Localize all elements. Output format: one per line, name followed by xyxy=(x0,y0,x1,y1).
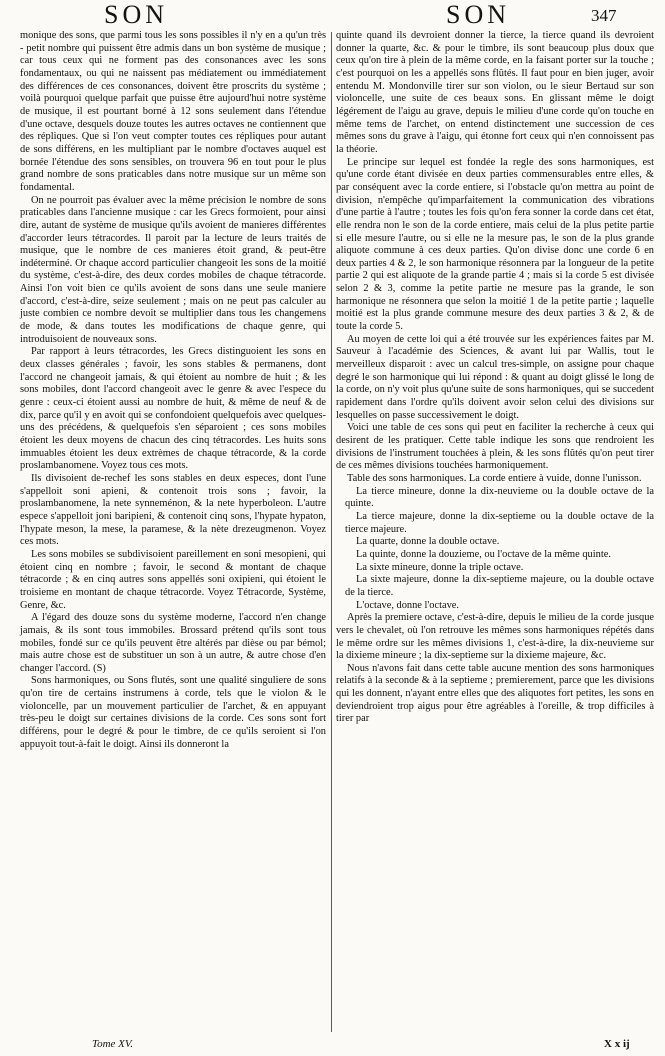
table-row: La quarte, donne la double octave. xyxy=(356,536,500,548)
paragraph: monique des sons, que parmi tous les sons possibles il n'y en a qu'un très - petit nombre qui puissent être admis dans un bon système de musique ; car tous ceux qui ne forment pas des consonances avec les sons fondamentaux, ou qui ne naissent pas médiatement ou immédiatement des différences de ces consonances, doivent être proscrits du système ; voilà pourquoi quelque parfait que puisse être aujourd'hui notre système de musique, il est pourtant borné à 12 sons seulement dans l'étendue d'une octave, desquels douze toutes les autres octaves ne contiennent que des répliques. Que si l'on veut compter toutes ces répliques pour autant de sons différens, en les multipliant par le nombre d'octaves auquel est bornée l'étendue des sons sensibles, on trouvera 96 en tout pour le plus grand nombre de sons praticables dans notre musique sur un même son fondamental. xyxy=(20,30,326,193)
paragraph: Par rapport à leurs tétracordes, les Grecs distinguoient les sons en deux classes générales ; favoir, les sons stables & permanens, dont l'accord ne changeoit jamais, & qui étoient au nombre de huit ; & les sons mobiles, dont l'accord changeoit avec le genre & avec l'espece du genre : ceux-ci étoient aussi au nombre de huit, & même de neuf & de dix, parce qu'il y en avoit qui se confondoient quelquefois avec quelques-uns des précédens, & quelquefois s'en séparoient ; ces sons mobiles étoient les deux moyens de chacun des cinq tétracordes. Les huits sons immuables étoient les deux extrèmes de chaque tétracorde, & la corde proslambanomene. Voyez tous ces mots. xyxy=(20,346,326,472)
page-number: 347 xyxy=(591,6,617,25)
volume-signature: Tome XV. xyxy=(92,1038,133,1050)
left-column xyxy=(20,30,326,751)
table-row: La sixte majeure, donne la dix-septieme majeure, ou la double octave de la tierce. xyxy=(345,574,654,598)
paragraph: Au moyen de cette loi qui a été trouvée sur les expériences faites par M. Sauveur à l'académie des Sciences, & avant lui par Wallis, tout le merveilleux disparoit : avec un calcul tres-simple, on assigne pour chaque degré le son harmonique qui lui répond : & quant au doigt glissé le long de la corde, on n'y voit plus qu'une suite de sons harmoniques, qui se succedent rapidement dans l'ordre qu'ils doivent avoir selon celui des divisions sur lesquelles on passe successivement le doigt. xyxy=(336,333,654,421)
paragraph: Sons harmoniques, ou Sons flutés, sont une qualité singuliere de sons qu'on tire de certains instrumens à corde, tels que le violon & le violoncelle, par un mouvement particulier de l'archet, & en appuyant très-peu le doigt sur certaines divisions de la corde. Ces sons sont fort différens, pour le degré & pour le timbre, de ce qu'ils seroient si l'on appuyoit tout-à-fait le doigt. Ainsi ils donneront la xyxy=(20,675,326,750)
paragraph: On ne pourroit pas évaluer avec la même précision le nombre de sons praticables dans l'ancienne musique : car les Grecs formoient, pour ainsi dire, autant de système de musique qu'ils avoient de manieres différentes d'accorder leurs tétracordes. Il paroit par la lecture de leurs traités de musique, que le nombre de ces manieres étoit grand, & peut-être indéterminé. Or chaque accord particulier changeoit les sons de la moitié du système, c'est-à-dire, des deux cordes mobiles de chaque tétracorde. Ainsi l'on voit bien ce qu'ils avoient de sons dans une seule maniere d'accord, c'est-à-dire, seize seulement ; mais on ne peut pas calculer au juste combien ce nombre devoit se multiplier dans tous les changemens de mode, & dans toutes les modifications de chaque genre, qui introduisoient de nouveaux sons. xyxy=(20,194,326,345)
table-row: La sixte mineure, donne la triple octave. xyxy=(356,561,524,573)
paragraph: quinte quand ils devroient donner la tierce, la tierce quand ils devroient donner la quarte, &c. & pour le timbre, ils sont beaucoup plus doux que ceux qu'on tire à plein de la même corde, en la faisant porter sur la touche ; c'est pourquoi on les a appellés sons flûtés. Il faut pour en bien juger, avoir entendu M. Mondonville tirer sur son violon, ou le sieur Bertaud sur son violoncelle, une suite de ces beaux sons. En glissant même le doigt légérement de l'aigu au grave, depuis le milieu d'une corde qu'on touche en même tems de l'archet, on entend distinctement une succession de ces mêmes sons du grave à l'aigu, qui étonne fort ceux qui n'en connoissent pas la théorie. xyxy=(336,30,654,155)
paragraph: A l'égard des douze sons du système moderne, l'accord n'en change jamais, & ils sont tous immobiles. Brossard prétend qu'ils sont tous mobiles, fondé sur ce qu'ils peuvent être altérés par dièse ou par bémol; mais autre chose est de substituer un son à un autre, & autre chose d'en changer l'accord. (S) xyxy=(20,612,326,674)
right-column xyxy=(336,30,654,726)
signature-mark: X x ij xyxy=(604,1038,630,1050)
paragraph: Après la premiere octave, c'est-à-dire, depuis le milieu de la corde jusque vers le chevalet, où l'on retrouve les mêmes sons harmoniques répétés dans le même ordre sur les mêmes divisions 1, c'est-à-dire, la dix-neuvieme sur la dixieme mineure ; la dix-septieme sur la dixieme majeure, &c. xyxy=(336,612,654,662)
table-row: La tierce mineure, donne la dix-neuvieme ou la double octave de la quinte. xyxy=(345,485,654,510)
paragraph: Le principe sur lequel est fondée la regle des sons harmoniques, est qu'une corde étant divisée en deux parties commensurables entre elles, & par conséquent avec la corde entiere, si l'obstacle qu'on mettra au point de division, n'empêche qu'imparfaitement la communication des vibrations d'une partie à l'autre ; toutes les fois qu'on fera sonner la corde dans cet état, elle rendra non le son de la corde entiere, mais celui de la plus petite partie si elle mesure l'autre, ou si elle ne la mesure pas, le son de la plus grande aliquote commune à ces deux parties. Qu'on divise donc une corde 6 en deux parties 4 & 2, le son harmonique résonnera par la longueur de la petite partie 2 qui est aliquote de la grande partie 4 ; mais si la corde 5 est divisée selon 2 & 3, comme la petite partie ne mesure pas la grande, le son harmonique ne résonnera que selon la moitié 1 de la petite partie ; laquelle moitié est la plus grande commune mesure des deux parties 3 & 2, & de toute la corde 5. xyxy=(336,156,654,333)
table-row: La tierce majeure, donne la dix-septieme ou la double octave de la tierce majeure. xyxy=(345,510,654,535)
table-row: La quinte, donne la douzieme, ou l'octave de la même quinte. xyxy=(356,548,611,560)
paragraph: Voici une table de ces sons qui peut en faciliter la recherche à ceux qui desirent de les pratiquer. Cette table indique les sons que rendroient les divisions de l'instrument touchées à plein, & les sons flûtés qu'on peut tirer de ces mêmes divisions touchées harmoniquement. xyxy=(336,422,654,472)
running-head-left: SON xyxy=(104,0,169,29)
table-row: L'octave, donne l'octave. xyxy=(356,599,459,611)
column-divider xyxy=(331,32,332,1032)
running-head-right: SON xyxy=(446,0,511,29)
paragraph: Ils divisoient de-rechef les sons stables en deux especes, dont l'une s'appelloit soni apieni, & contenoit trois sons ; favoir, la proslambanomene, la nete synneménon, & la nete hyperboleon. L'autre espece s'appelloit joni baripieni, & contenoit cinq sons, l'hypate hypaton, l'hypate meson, la mese, la paramese, & la nète drezeugmenon. Voyez ces mots. xyxy=(20,472,326,548)
paragraph: Les sons mobiles se subdivisoient pareillement en soni mesopieni, qui étoient cinq en nombre ; favoir, le second & montant de chaque tétracorde ; & en cinq autres sons appellés soni oxipieni, qui étoient le troisieme en montant de chaque tétracorde. Voyez Tétracorde, Système, Genre, &c. xyxy=(20,548,326,611)
paragraph: Nous n'avons fait dans cette table aucune mention des sons harmoniques relatifs à la seconde & à la septieme ; premierement, parce que les divisions qui les donnent, n'ayant entre elles que des aliquotes fort petites, les sons en deviendroient trop aigus pour être agréables à l'oreille, & trop difficiles à tirer par xyxy=(336,662,654,725)
table-caption: Table des sons harmoniques. La corde entiere à vuide, donne l'unisson. xyxy=(347,472,642,484)
